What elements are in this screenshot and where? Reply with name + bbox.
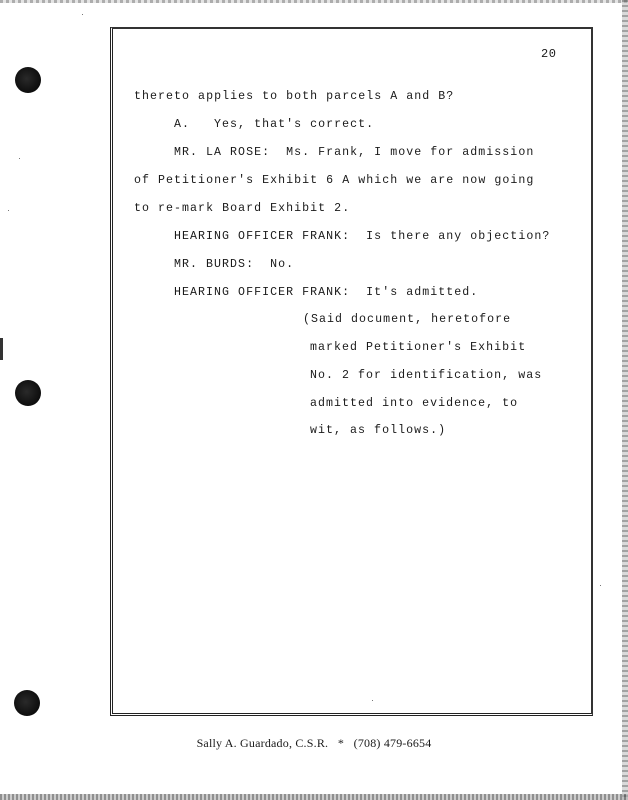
transcript-line: of Petitioner's Exhibit 6 A which we are now going [134,174,535,187]
transcript-line: No. 2 for identification, was [310,369,543,382]
scan-edge-top [0,0,628,3]
transcript-line: admitted into evidence, to [310,397,519,410]
scan-edge-mark [0,338,3,360]
punch-hole-top [15,67,41,93]
transcript-line: HEARING OFFICER FRANK: Is there any objection? [174,230,551,243]
scan-speck [19,158,20,159]
scan-speck [82,14,83,15]
transcript-line: HEARING OFFICER FRANK: It's admitted. [174,286,479,299]
scan-edge-right [622,0,628,800]
transcript-line: MR. BURDS: No. [174,258,295,271]
transcript-line: (Said document, heretofore [303,313,512,326]
transcript-line: A. Yes, that's correct. [174,118,375,131]
transcript-line: wit, as follows.) [310,424,447,437]
punch-hole-bottom [14,690,40,716]
scan-edge-bottom [0,794,628,800]
transcript-line: to re-mark Board Exhibit 2. [134,202,351,215]
scan-speck [600,585,601,586]
transcript-line: marked Petitioner's Exhibit [310,341,527,354]
scan-speck [8,210,9,211]
transcript-line: MR. LA ROSE: Ms. Frank, I move for admission [174,146,535,159]
page-number: 20 [541,47,557,61]
transcript-line: thereto applies to both parcels A and B? [134,90,455,103]
punch-hole-middle [15,380,41,406]
reporter-footer: Sally A. Guardado, C.S.R. * (708) 479-6654 [196,736,432,750]
